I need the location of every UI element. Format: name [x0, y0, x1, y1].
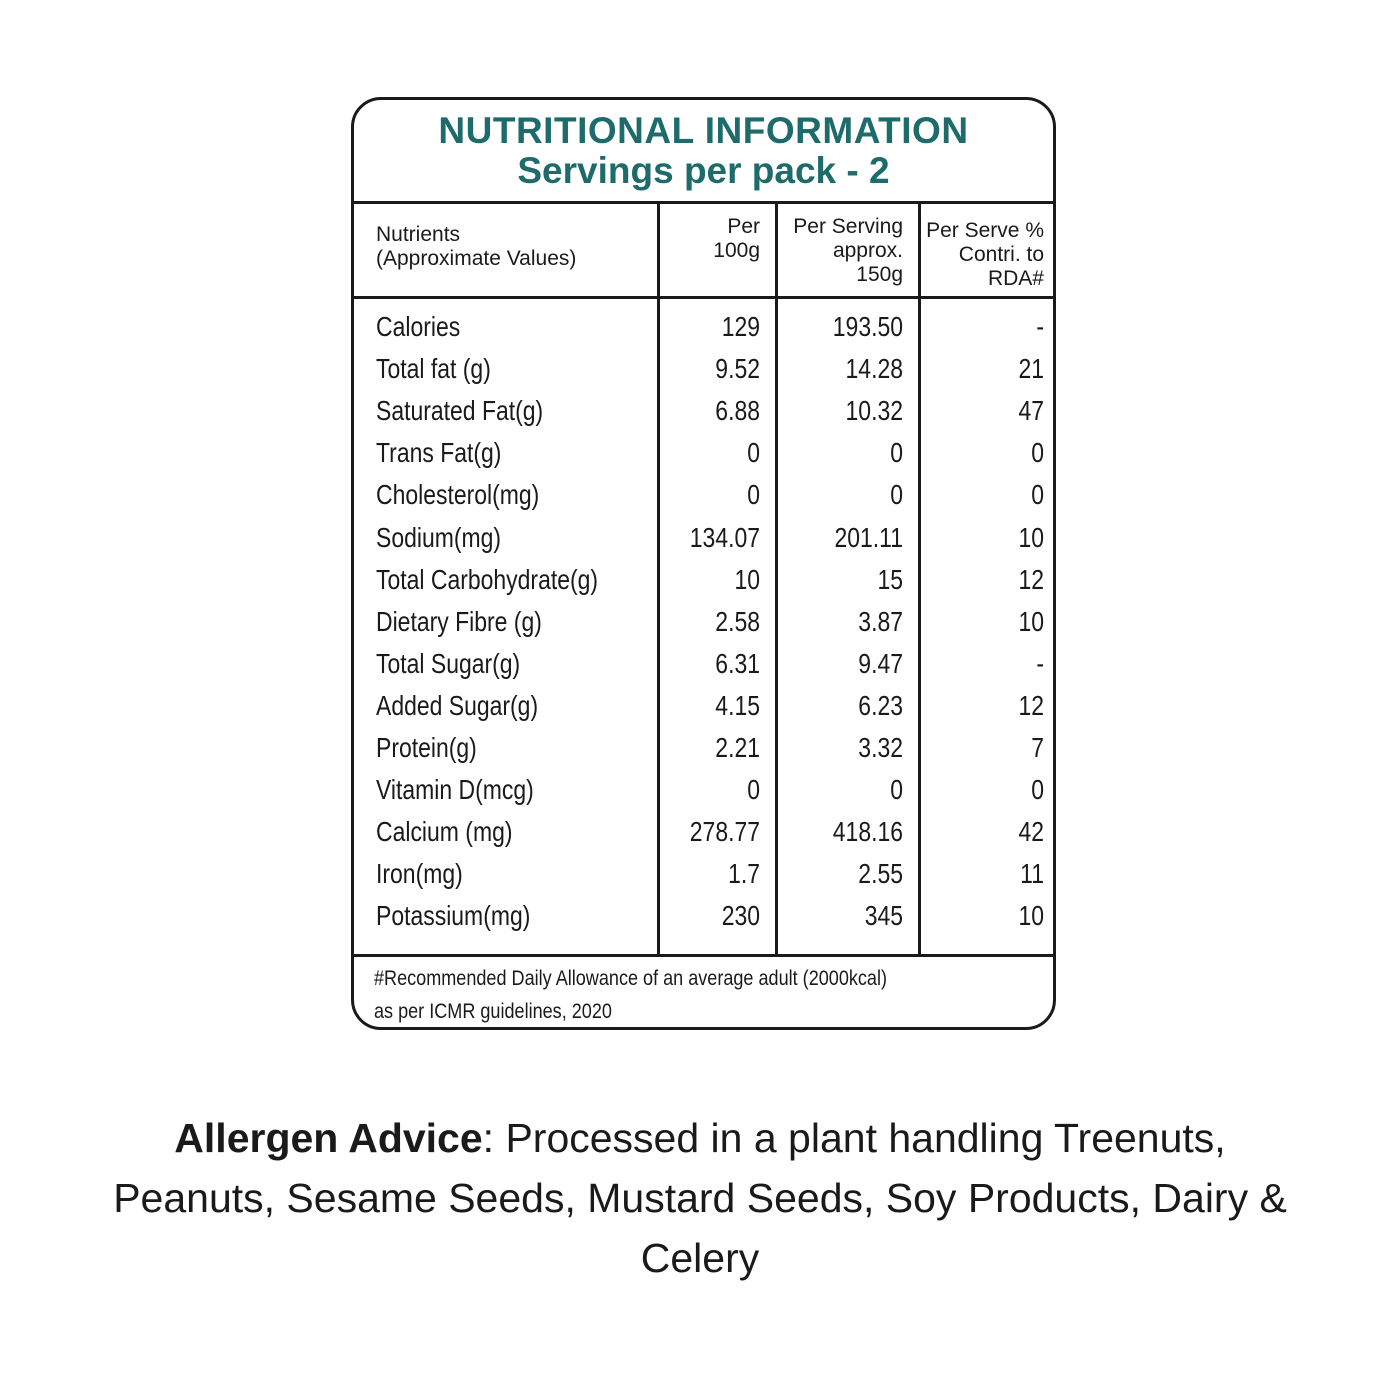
nutrient-rda-value: 42 — [1018, 816, 1044, 848]
nutrient-name: Trans Fat(g) — [376, 437, 502, 469]
header-divider — [354, 201, 1053, 204]
nutrient-name: Sodium(mg) — [376, 521, 502, 553]
nutrients-column-header: Nutrients (Approximate Values) — [376, 223, 577, 270]
column-divider-3 — [918, 203, 921, 955]
nutrient-per100g-value: 2.21 — [715, 732, 760, 763]
nutrient-perServing-value: 345 — [864, 900, 903, 932]
nutrient-per100g-value: 134.07 — [689, 521, 760, 553]
nutrient-rda-value: 47 — [1018, 395, 1044, 427]
nutrient-perServing-value: 14.28 — [845, 353, 903, 385]
column-divider-2 — [775, 203, 778, 955]
rda-footnote — [374, 962, 887, 1028]
nutrient-perServing-value: 2.55 — [858, 858, 903, 890]
nutrient-name: Total Sugar(g) — [376, 647, 521, 679]
allergen-advice — [110, 1108, 1290, 1288]
nutrient-per100g-value: 278.77 — [689, 816, 760, 848]
nutrient-name: Cholesterol(mg) — [376, 479, 540, 511]
panel-title: NUTRITIONAL INFORMATION — [438, 110, 969, 151]
nutrient-per100g-value: 10 — [734, 563, 760, 595]
per-serving-column-header: Per Serving approx. 150g — [793, 215, 903, 286]
nutrient-perServing-value: 418.16 — [832, 816, 903, 848]
nutrient-per100g-value: 6.31 — [715, 647, 760, 679]
nutrient-perServing-value: 3.87 — [858, 605, 903, 637]
nutrient-name: Dietary Fibre (g) — [376, 605, 542, 637]
nutrient-perServing-value: 193.50 — [832, 311, 903, 342]
nutrient-name: Vitamin D(mcg) — [376, 774, 534, 806]
nutrient-perServing-value: 0 — [890, 479, 903, 511]
footnote-line-1: #Recommended Daily Allowance of an average adult (2000kcal) — [374, 967, 888, 990]
nutrient-per100g-value: 0 — [747, 479, 760, 511]
nutrient-per100g-value: 2.58 — [715, 605, 760, 637]
nutrient-per100g-value: 9.52 — [715, 353, 760, 385]
footnote-line-2: as per ICMR guidelines, 2020 — [374, 1000, 612, 1023]
nutrient-name: Protein(g) — [376, 732, 477, 763]
nutrient-name: Total fat (g) — [376, 353, 491, 385]
nutrient-rda-value: 10 — [1018, 521, 1044, 553]
nutrient-rda-value: 11 — [1020, 858, 1044, 890]
servings-subtitle: Servings per pack - 2 — [517, 150, 890, 191]
nutrition-panel — [351, 97, 1056, 1030]
nutrient-per100g-value: 4.15 — [715, 689, 760, 721]
per100g-column-header: Per 100g — [713, 215, 760, 262]
nutrient-perServing-value: 9.47 — [858, 647, 903, 679]
nutrient-rda-value: - — [1036, 311, 1044, 342]
nutrient-perServing-value: 0 — [890, 774, 903, 806]
nutrient-rda-value: 0 — [1031, 479, 1044, 511]
nutrient-perServing-value: 10.32 — [845, 395, 903, 427]
nutrient-perServing-value: 15 — [877, 563, 903, 595]
nutrient-per100g-value: 129 — [721, 311, 760, 342]
nutrient-rda-value: 10 — [1018, 605, 1044, 637]
nutrient-rda-value: 12 — [1018, 689, 1044, 721]
nutrient-perServing-value: 6.23 — [858, 689, 903, 721]
nutrient-name: Calories — [376, 311, 461, 342]
nutrient-per100g-value: 6.88 — [715, 395, 760, 427]
nutrient-name: Total Carbohydrate(g) — [376, 563, 599, 595]
nutrient-per100g-value: 230 — [721, 900, 760, 932]
nutrient-name: Iron(mg) — [376, 858, 463, 890]
allergen-text: : Processed in a plant handling Treenuts, Peanuts, Sesame Seeds, Mustard Seeds, Soy Products, Dairy & Celery — [113, 1115, 1287, 1281]
nutrient-per100g-value: 0 — [747, 774, 760, 806]
rda-column-header: Per Serve % Contri. to RDA# — [926, 219, 1044, 290]
nutrient-name: Potassium(mg) — [376, 900, 531, 932]
nutrient-perServing-value: 0 — [890, 437, 903, 469]
nutrient-per100g-value: 0 — [747, 437, 760, 469]
column-header-divider — [354, 296, 1053, 299]
nutrient-name: Added Sugar(g) — [376, 689, 539, 721]
column-divider-1 — [657, 203, 660, 955]
nutrient-name: Saturated Fat(g) — [376, 395, 544, 427]
nutrient-rda-value: 12 — [1018, 563, 1044, 595]
nutrient-rda-value: 0 — [1031, 774, 1044, 806]
nutrient-rda-value: - — [1036, 647, 1044, 679]
nutrient-perServing-value: 3.32 — [858, 732, 903, 763]
nutrient-rda-value: 0 — [1031, 437, 1044, 469]
nutrient-name: Calcium (mg) — [376, 816, 513, 848]
allergen-label: Allergen Advice — [174, 1115, 483, 1161]
nutrient-rda-value: 7 — [1031, 732, 1044, 763]
nutrient-per100g-value: 1.7 — [728, 858, 760, 890]
nutrient-perServing-value: 201.11 — [834, 521, 903, 553]
footnote-divider — [354, 954, 1053, 957]
nutrient-rda-value: 10 — [1018, 900, 1044, 932]
nutrient-rda-value: 21 — [1018, 353, 1044, 385]
panel-header — [354, 100, 1053, 203]
